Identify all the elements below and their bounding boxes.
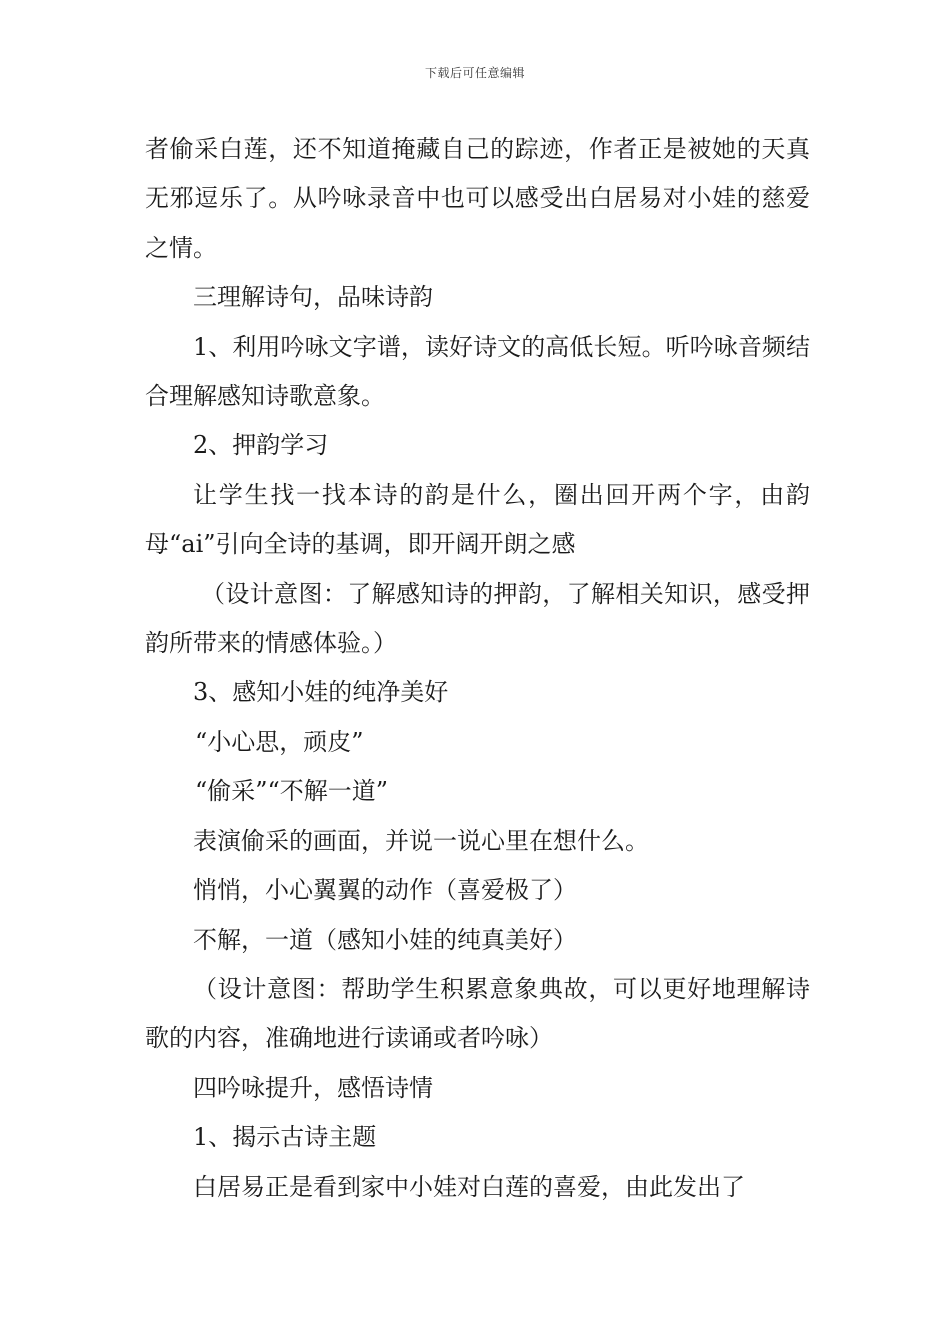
paragraph-theme: 1、揭示古诗主题 [193,1123,377,1152]
paragraph-perform: 表演偷采的画面，并说一说心里在想什么。 [193,826,649,855]
paragraph-1: 者偷采白莲，还不知道掩藏自己的踪迹，作者正是被她的天真无邪逗乐了。从吟咏录音中也可以感受出白居易对小娃的慈爱之情。 [145,135,810,262]
paragraph-quote-1: “小心思，顽皮” [195,727,364,756]
paragraph-design-intent-1: （设计意图：了解感知诗的押韵，了解相关知识，感受押韵所带来的情感体验。） [145,579,810,658]
paragraph-step-3: 3、感知小娃的纯净美好 [193,678,449,707]
paragraph-puzzle: 不解，一道（感知小娃的纯真美好） [193,925,577,954]
document-body [145,125,810,1212]
section-heading-4: 四吟咏提升，感悟诗情 [193,1073,433,1102]
paragraph-step-2: 2、押韵学习 [193,431,329,460]
paragraph-design-intent-2: （设计意图：帮助学生积累意象典故，可以更好地理解诗歌的内容，准确地进行读诵或者吟咏） [145,974,810,1053]
page-header: 下载后可任意编辑 [424,66,525,80]
section-heading-3: 三理解诗句，品味诗韵 [193,283,433,312]
paragraph-last: 白居易正是看到家中小娃对白莲的喜爱，由此发出了 [193,1172,745,1201]
paragraph-step-1: 1、利用吟咏文字谱，读好诗文的高低长短。听吟咏音频结合理解感知诗歌意象。 [145,332,810,411]
paragraph-quietly: 悄悄，小心翼翼的动作（喜爱极了） [193,876,577,905]
paragraph-rhyme: 让学生找一找本诗的韵是什么，圈出回开两个字，由韵母“ai”引向全诗的基调，即开阔开朗之感 [145,480,810,559]
paragraph-quote-2: “偷采”“不解一道” [195,777,389,806]
